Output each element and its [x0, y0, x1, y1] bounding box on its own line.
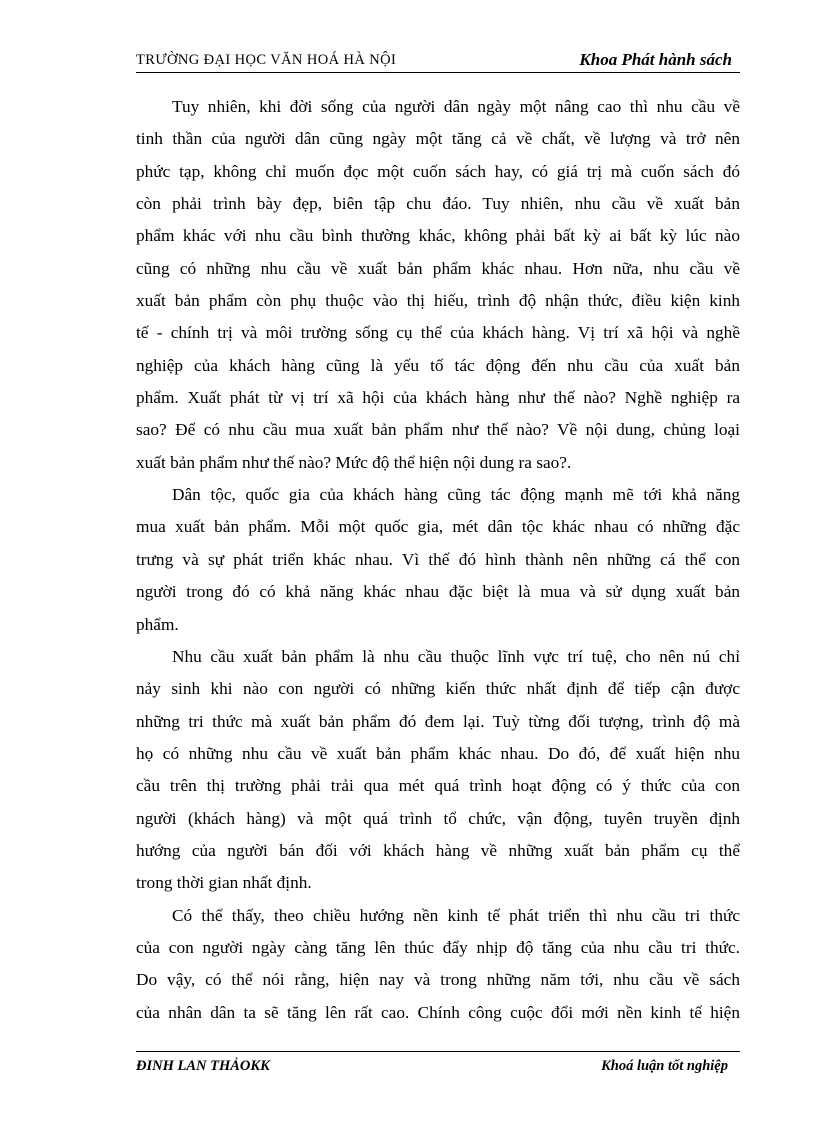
text-line: cầu trên thị trường phải trải qua mét quá trình hoạt động có ý thức của con — [136, 776, 740, 796]
text-line: cũng có những nhu cầu về xuất bản phẩm khác nhau. Hơn nữa, nhu cầu về — [136, 258, 740, 278]
text-line: nảy sinh khi nào con người có những kiến thức nhất định để tiếp cận được — [136, 679, 740, 699]
text-line: Có thể thấy, theo chiều hướng nền kinh tế phát triển thì nhu cầu tri thức — [172, 905, 740, 925]
text-line: mua xuất bản phẩm. Mỗi một quốc gia, mét dân tộc khác nhau có những đặc — [136, 517, 740, 537]
text-line: Dân tộc, quốc gia của khách hàng cũng tác động mạnh mẽ tới khả năng — [172, 485, 740, 505]
text-line: nghiệp của khách hàng cũng là yếu tố tác động đến nhu cầu của xuất bản — [136, 355, 740, 375]
text-line: sao? Để có nhu cầu mua xuất bản phẩm như thế nào? Về nội dung, chủng loại — [136, 420, 740, 440]
page-footer — [136, 1051, 740, 1078]
header-faculty-name: Khoa Phát hành sách — [579, 50, 732, 69]
header-school-name: TRƯỜNG ĐẠI HỌC VĂN HOÁ HÀ NỘI — [136, 52, 397, 68]
text-line: tế - chính trị và môi trường sống cụ thể của khách hàng. Vị trí xã hội và nghề — [136, 323, 740, 343]
text-line: Nhu cầu xuất bản phẩm là nhu cầu thuộc lĩnh vực trí tuệ, cho nên nú chỉ — [172, 646, 740, 666]
text-line: những tri thức mà xuất bản phẩm đó đem lại. Tuỳ từng đối tượng, trình độ mà — [136, 711, 740, 731]
text-line: xuất bản phẩm còn phụ thuộc vào thị hiếu, trình độ nhận thức, điều kiện kinh — [136, 291, 740, 311]
text-line: Tuy nhiên, khi đời sống của người dân ngày một nâng cao thì nhu cầu về — [172, 97, 740, 116]
body-text — [136, 91, 740, 1029]
text-line: người (khách hàng) và một quá trình tổ chức, vận động, tuyên truyền định — [136, 808, 740, 828]
text-line: trưng và sự phát triển khác nhau. Vì thế đó hình thành nên những cá thể con — [136, 549, 740, 569]
text-line: phức tạp, không chỉ muốn đọc một cuốn sách hay, có giá trị mà cuốn sách đó — [136, 161, 740, 181]
text-line: phẩm. Xuất phát từ vị trí xã hội của khách hàng như thế nào? Nghề nghiệp ra — [136, 388, 740, 408]
text-line: xuất bản phẩm như thế nào? Mức độ thể hiện nội dung ra sao?. — [136, 452, 572, 472]
text-line: người trong đó có khả năng khác nhau đặc biệt là mua và sử dụng xuất bản — [136, 582, 740, 602]
text-line: họ có những nhu cầu về xuất bản phẩm khác nhau. Do đó, để xuất hiện nhu — [136, 743, 740, 763]
text-line: hướng của người bán đối với khách hàng về những xuất bản phẩm cụ thể — [136, 840, 740, 860]
footer-document-type: Khoá luận tốt nghiệp — [601, 1058, 728, 1074]
text-line: phẩm khác với nhu cầu bình thường khác, không phải bất kỳ ai bất kỳ lúc nào — [136, 226, 740, 246]
footer-author: ĐINH LAN THẢOKK — [136, 1058, 270, 1074]
page-header — [136, 50, 740, 73]
text-line: của con người ngày càng tăng lên thúc đẩy nhịp độ tăng của nhu cầu tri thức. — [136, 937, 740, 957]
text-line: Do vậy, có thể nói rằng, hiện nay và trong những năm tới, nhu cầu về sách — [136, 970, 740, 990]
text-line: phẩm. — [136, 614, 179, 634]
text-line: trong thời gian nhất định. — [136, 873, 312, 893]
text-line: tinh thần của người dân cũng ngày một tăng cả về chất, về lượng và trở nên — [136, 129, 740, 149]
text-line: của nhân dân ta sẽ tăng lên rất cao. Chính công cuộc đổi mới nền kinh tế hiện — [136, 1002, 740, 1022]
text-line: còn phải trình bày đẹp, biên tập chu đáo. Tuy nhiên, nhu cầu về xuất bản — [136, 194, 740, 214]
